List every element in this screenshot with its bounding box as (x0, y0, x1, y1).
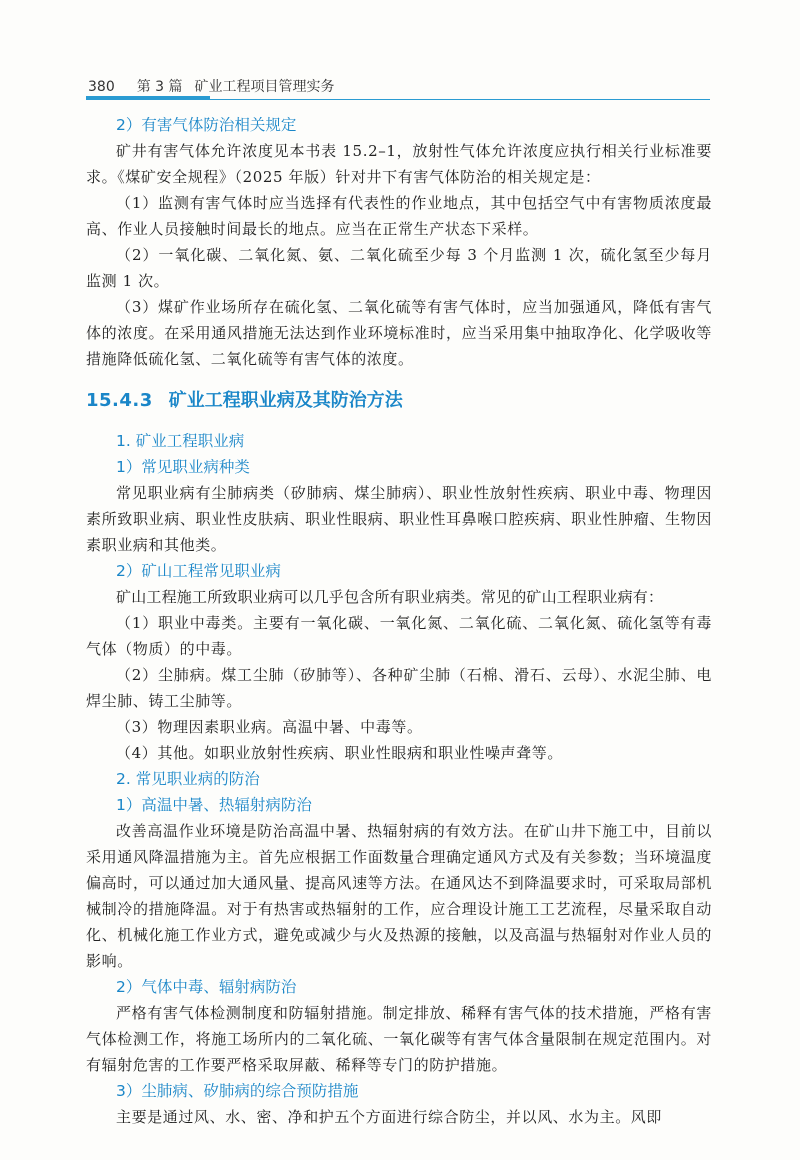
subheading: 3）尘肺病、矽肺病的综合预防措施 (116, 1082, 359, 1100)
section-title: 矿业工程职业病及其防治方法 (168, 390, 403, 411)
paragraph: 主要是通过风、水、密、净和护五个方面进行综合防尘，并以风、水为主。风即 (116, 1108, 663, 1126)
chapter-title: 矿业工程项目管理实务 (194, 79, 335, 95)
paragraph: 常见职业病有尘肺病类（矽肺病、煤尘肺病）、职业性放射性疾病、职业中毒、物理因素所致职业病、职业性皮肤病、职业性眼病、职业性耳鼻喉口腔疾病、职业性肿瘤、生物因素职业病和其他类。 (86, 484, 712, 554)
running-header (88, 76, 710, 98)
part-label: 第 3 篇 (136, 79, 183, 95)
subheading: 1. 矿业工程职业病 (116, 432, 245, 450)
subheading: 2. 常见职业病的防治 (116, 770, 260, 788)
page-body (86, 112, 712, 1130)
subheading: 1）常见职业病种类 (116, 458, 250, 476)
paragraph: 改善高温作业环境是防治高温中暑、热辐射病的有效方法。在矿山井下施工中，目前以采用通风降温措施为主。首先应根据工作面数量合理确定通风方式及有关参数；当环境温度偏高时，可以通过加大通风量、提高风速等方法。在通风达不到降温要求时，可采取局部机械制冷的措施降温。对于有热害或热辐射的工作，应合理设计施工工艺流程，尽量采取自动化、机械化施工作业方式，避免或减少与火及热源的接触，以及高温与热辐射对作业人员的影响。 (86, 822, 712, 970)
paragraph: 严格有害气体检测制度和防辐射措施。制定排放、稀释有害气体的技术措施，严格有害气体检测工作，将施工场所内的二氧化硫、一氧化碳等有害气体含量限制在规定范围内。对有辐射危害的工作要严格采取屏蔽、稀释等专门的防护措施。 (86, 1004, 712, 1074)
subheading: 2）有害气体防治相关规定 (116, 116, 297, 134)
section-number: 15.4.3 (86, 390, 153, 411)
paragraph: （2）一氧化碳、二氧化氮、氨、二氧化硫至少每 3 个月监测 1 次，硫化氢至少每月监测 1 次。 (86, 246, 712, 290)
paragraph: 矿井有害气体允许浓度见本书表 15.2–1，放射性气体允许浓度应执行相关行业标准要求。《煤矿安全规程》（2025 年版）针对井下有害气体防治的相关规定是： (86, 142, 712, 186)
paragraph: （3）煤矿作业场所存在硫化氢、二氧化硫等有害气体时，应当加强通风，降低有害气体的浓度。在采用通风措施无法达到作业环境标准时，应当采用集中抽取净化、化学吸收等措施降低硫化氢、二氧化硫等有害气体的浓度。 (86, 298, 712, 368)
paragraph: （1）职业中毒类。主要有一氧化碳、一氧化氮、二氧化硫、二氧化氮、硫化氢等有毒气体（物质）的中毒。 (86, 614, 712, 658)
paragraph: （3）物理因素职业病。高温中暑、中毒等。 (116, 718, 423, 736)
paragraph: （1）监测有害气体时应当选择有代表性的作业地点，其中包括空气中有害物质浓度最高、作业人员接触时间最长的地点。应当在正常生产状态下采样。 (86, 194, 712, 238)
paragraph: （4）其他。如职业放射性疾病、职业性眼病和职业性噪声聋等。 (116, 744, 563, 762)
paragraph: 矿山工程施工所致职业病可以几乎包含所有职业病类。常见的矿山工程职业病有： (116, 588, 664, 606)
page-number: 380 (88, 79, 115, 95)
subheading: 1）高温中暑、热辐射病防治 (116, 796, 312, 814)
subheading: 2）矿山工程常见职业病 (116, 562, 281, 580)
section-heading (86, 386, 712, 416)
header-rule (86, 99, 710, 100)
paragraph: （2）尘肺病。煤工尘肺（矽肺等）、各种矿尘肺（石棉、滑石、云母）、水泥尘肺、电焊尘肺、铸工尘肺等。 (86, 666, 712, 710)
subheading: 2）气体中毒、辐射病防治 (116, 978, 297, 996)
